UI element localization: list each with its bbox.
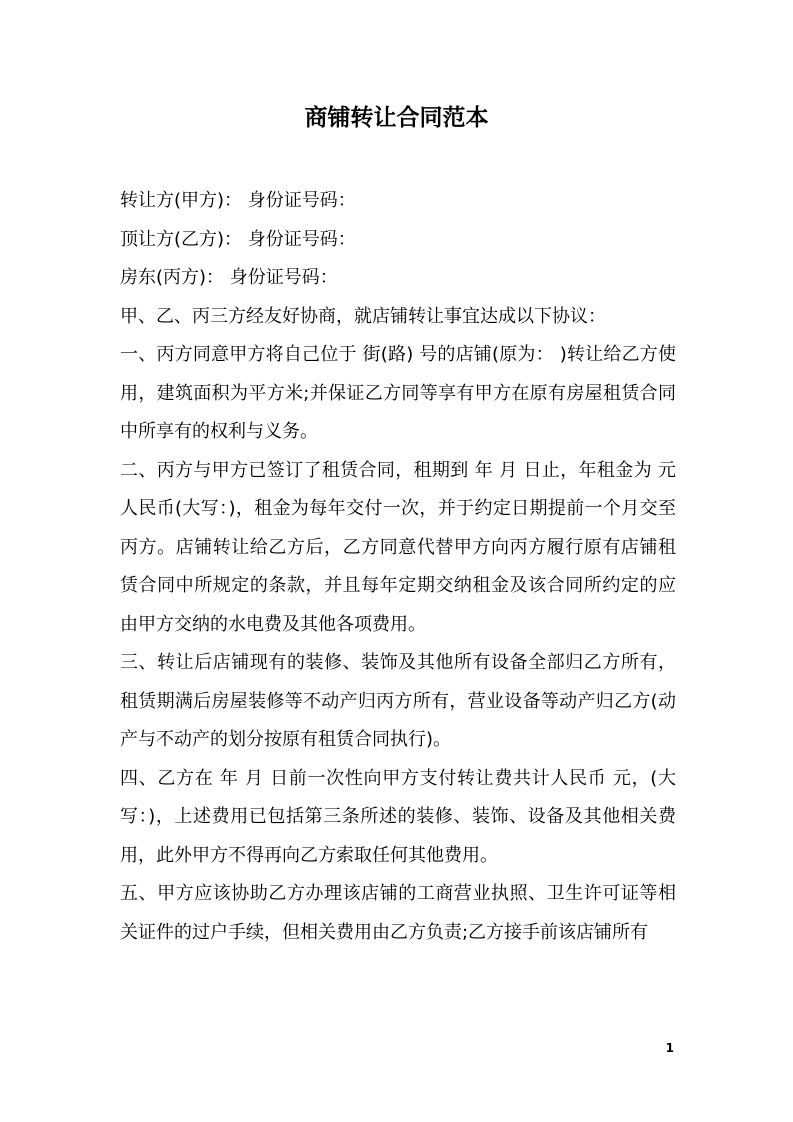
clause-3: 三、转让后店铺现有的装修、装饰及其他所有设备全部归乙方所有，租赁期满后房屋装修等不动产归丙方所有，营业设备等动产归乙方(动产与不动产的划分按原有租赁合同执行)。 [120,652,676,750]
clause-1: 一、丙方同意甲方将自己位于 街(路) 号的店铺(原为： )转让给乙方使用，建筑面积为平方米;并保证乙方同等享有甲方在原有房屋租赁合同中所享有的权利与义务。 [120,344,676,442]
clause-5: 五、甲方应该协助乙方办理该店铺的工商营业执照、卫生许可证等相关证件的过户手续，但相关费用由乙方负责;乙方接手前该店铺所有 [120,883,676,943]
document-body [120,182,676,952]
clause-2: 二、丙方与甲方已签订了租赁合同，租期到 年 月 日止，年租金为 元人民币(大写：)，租金为每年交付一次，并于约定日期提前一个月交至丙方。店铺转让给乙方后，乙方同意代替甲方向丙方履行原有店铺租赁合同中所规定的条款，并且每年定期交纳租金及该合同所约定的应由甲方交纳的水电费及其他各项费用。 [120,459,676,635]
page-number: 1 [665,1041,674,1055]
party-a-line: 转让方(甲方)： 身份证号码： [120,190,356,211]
party-b-line: 顶让方(乙方)： 身份证号码： [120,228,356,250]
clause-4: 四、乙方在 年 月 日前一次性向甲方支付转让费共计人民币 元，(大写：)，上述费用已包括第三条所述的装修、装饰、设备及其他相关费用，此外甲方不得再向乙方索取任何其他费用。 [120,767,676,866]
document-title: 商铺转让合同范本 [304,105,489,131]
party-c-line: 房东(丙方)： 身份证号码： [120,267,338,288]
agreement-intro: 甲、乙、丙三方经友好协商，就店铺转让事宜达成以下协议： [120,305,606,327]
